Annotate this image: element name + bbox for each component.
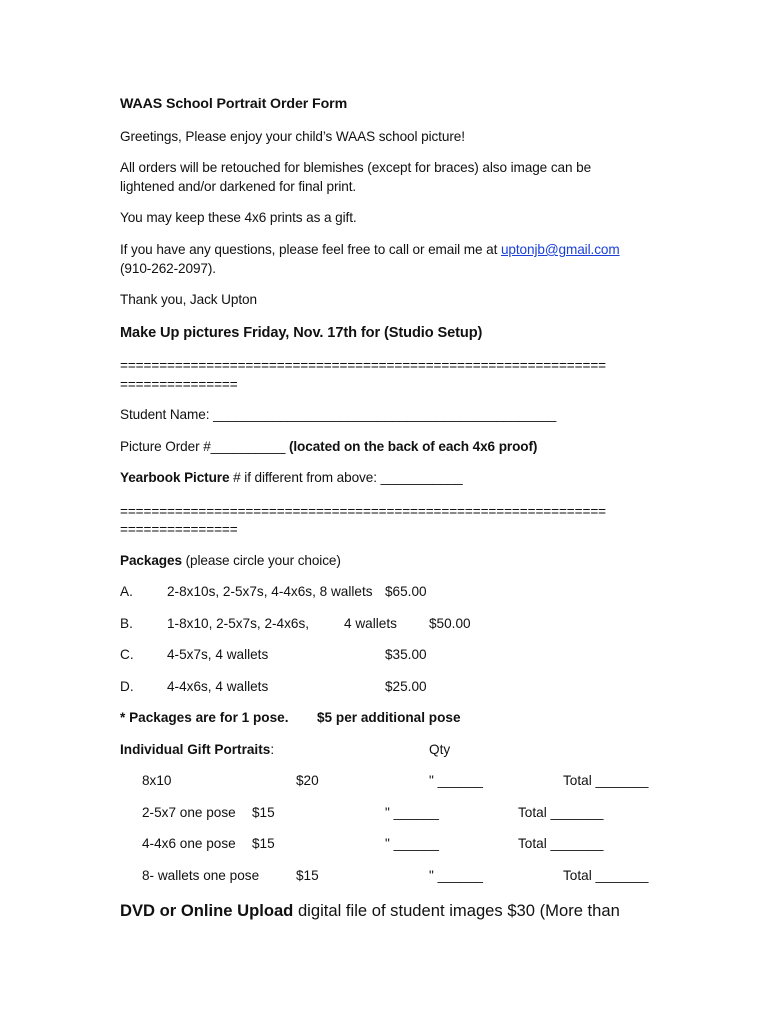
picture-order-note: (located on the back of each 4x6 proof) xyxy=(285,439,538,454)
gift-row-wallets-qty[interactable]: " ______ xyxy=(429,868,483,883)
phone-text: (910-262-2097). xyxy=(120,261,216,276)
separator-1b: =============== xyxy=(120,377,238,392)
yearbook-blank[interactable]: ___________ xyxy=(380,470,463,485)
gift-row-8x10-desc: 8x10 xyxy=(142,773,172,788)
yearbook-label-bold: Yearbook Picture xyxy=(120,470,230,485)
package-a-price: $65.00 xyxy=(385,584,427,599)
package-c-price: $35.00 xyxy=(385,647,427,662)
separator-2a: ============================================================== xyxy=(120,504,606,519)
gift-portraits-label: Individual Gift Portraits xyxy=(120,742,271,757)
dvd-rest: digital file of student images $30 (More than xyxy=(293,901,620,920)
gift-portraits-heading xyxy=(120,741,274,759)
packages-label: Packages xyxy=(120,553,182,568)
picture-order-field[interactable] xyxy=(120,438,537,456)
makeup-heading: Make Up pictures Friday, Nov. 17th for (Studio Setup) xyxy=(120,325,483,341)
gift-row-4x6-qty[interactable]: " ______ xyxy=(385,836,439,851)
gift-row-4x6-desc: 4-4x6 one pose xyxy=(142,836,236,851)
gift-row-8x10-total[interactable]: Total _______ xyxy=(563,773,649,788)
packages-note-2: $5 per additional pose xyxy=(317,710,461,725)
gift-row-5x7-price: $15 xyxy=(252,805,275,820)
yearbook-label-rest: # if different from above: xyxy=(229,470,381,485)
retouch-text-line1: All orders will be retouched for blemishes (except for braces) also image can be xyxy=(120,160,592,175)
email-link[interactable]: uptonjb@gmail.com xyxy=(500,242,620,257)
separator-2b: =============== xyxy=(120,522,238,537)
gift-row-wallets-price: $15 xyxy=(296,868,319,883)
gift-row-4x6-price: $15 xyxy=(252,836,275,851)
yearbook-field[interactable] xyxy=(120,469,463,487)
picture-order-label: Picture Order # xyxy=(120,439,211,454)
gift-row-5x7-qty[interactable]: " ______ xyxy=(385,805,439,820)
package-b-desc2: 4 wallets xyxy=(344,616,397,631)
package-b-letter[interactable]: B. xyxy=(120,616,133,631)
student-name-blank[interactable]: ______________________________________________ xyxy=(213,407,557,422)
package-d-letter[interactable]: D. xyxy=(120,679,134,694)
gift-row-8x10-price: $20 xyxy=(296,773,319,788)
gift-row-5x7-desc: 2-5x7 one pose xyxy=(142,805,236,820)
package-a-desc: 2-8x10s, 2-5x7s, 4-4x6s, 8 wallets xyxy=(167,584,373,599)
greeting-text: Greetings, Please enjoy your child’s WAAS school picture! xyxy=(120,129,465,144)
packages-note-1: * Packages are for 1 pose. xyxy=(120,710,289,725)
gift-row-4x6-total[interactable]: Total _______ xyxy=(518,836,604,851)
separator-1a: ============================================================== xyxy=(120,358,606,373)
dvd-bold: DVD or Online Upload xyxy=(120,901,294,920)
packages-hint: (please circle your choice) xyxy=(181,553,341,568)
package-c-letter[interactable]: C. xyxy=(120,647,134,662)
questions-prefix: If you have any questions, please feel free to call or email me at xyxy=(120,242,501,257)
gift-row-8x10-qty[interactable]: " ______ xyxy=(429,773,483,788)
questions-text xyxy=(120,241,620,259)
gift-portraits-colon: : xyxy=(270,742,275,757)
qty-label: Qty xyxy=(429,742,451,757)
package-d-price: $25.00 xyxy=(385,679,427,694)
picture-order-blank[interactable]: __________ xyxy=(210,439,286,454)
package-b-desc: 1-8x10, 2-5x7s, 2-4x6s, xyxy=(167,616,310,631)
package-b-price: $50.00 xyxy=(429,616,471,631)
retouch-text-line2: lightened and/or darkened for final print. xyxy=(120,179,357,194)
form-title: WAAS School Portrait Order Form xyxy=(120,96,348,112)
packages-heading xyxy=(120,552,341,570)
package-d-desc: 4-4x6s, 4 wallets xyxy=(167,679,269,694)
gift-row-wallets-desc: 8- wallets one pose xyxy=(142,868,260,883)
package-c-desc: 4-5x7s, 4 wallets xyxy=(167,647,269,662)
gift-row-5x7-total[interactable]: Total _______ xyxy=(518,805,604,820)
package-a-letter[interactable]: A. xyxy=(120,584,133,599)
student-name-label: Student Name: xyxy=(120,407,214,422)
gift-row-wallets-total[interactable]: Total _______ xyxy=(563,868,649,883)
thanks-text: Thank you, Jack Upton xyxy=(120,292,257,307)
gift-text: You may keep these 4x6 prints as a gift. xyxy=(120,210,357,225)
dvd-line xyxy=(120,900,620,922)
student-name-field[interactable] xyxy=(120,406,556,424)
